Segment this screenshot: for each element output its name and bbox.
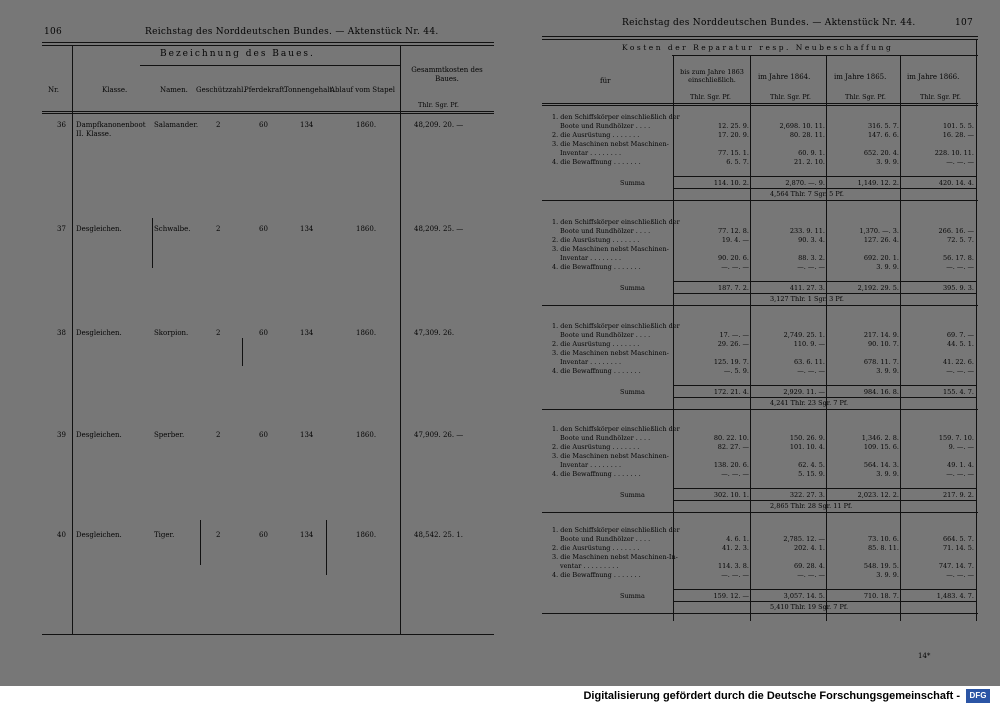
cell-value: 125. 19. 7. (713, 358, 749, 366)
summa-rule (673, 488, 976, 489)
cell-value: —. —. — (797, 263, 825, 271)
cell-value: 217. 14. 9. (863, 331, 899, 339)
cell-value: —. —. — (946, 367, 974, 375)
cell-value: 101. 10. 4. (789, 443, 825, 451)
summa-value: 114. 10. 2. (713, 179, 749, 187)
cell-value: 88. 3. 2. (798, 254, 825, 262)
left-running-head: Reichstag des Norddeutschen Bundes. — Aktenstück Nr. 44. (145, 27, 439, 37)
cell-value: 12. 25. 9. (717, 122, 749, 130)
block-rule (542, 613, 978, 614)
block-rule (542, 409, 978, 410)
cell-value: 44. 5. 1. (947, 340, 974, 348)
item-label: Boote und Rundhölzer . . . . (560, 227, 651, 235)
cell-value: 159. 7. 10. (938, 434, 974, 442)
right-group-header: Kosten der Reparatur resp. Neubeschaffung (622, 43, 894, 52)
summa-value: 2,929. 11. — (783, 388, 825, 396)
row-tons: 134 (300, 431, 314, 439)
col-1866: im Jahre 1866. (907, 73, 960, 81)
right-vline (900, 56, 901, 621)
cell-value: 150. 26. 9. (789, 434, 825, 442)
summa-value: 2,192. 29. 5. (857, 284, 899, 292)
cell-value: 3. 9. 9. (876, 263, 899, 271)
item-label: 2. die Ausrüstung . . . . . . . (552, 340, 640, 348)
cell-value: 664. 5. 7. (942, 535, 974, 543)
row-guns: 2 (216, 431, 221, 439)
col-ablauf: Ablauf vom Stapel (330, 86, 395, 94)
row-guns: 2 (216, 121, 221, 129)
row-cost: 47,309. 26. (414, 329, 455, 337)
right-vline (826, 56, 827, 621)
cell-value: 233. 9. 11. (789, 227, 825, 235)
cell-value: 266. 16. — (938, 227, 974, 235)
cell-value: —. —. — (721, 470, 749, 478)
cell-value: 71. 14. 5. (942, 544, 974, 552)
right-vline (750, 56, 751, 621)
cell-value: 6. 5. 7. (726, 158, 749, 166)
left-top-rule (42, 42, 494, 43)
cell-value: 69. 28. 4. (793, 562, 825, 570)
summa-label: Summa (620, 491, 645, 499)
footer-bar (0, 686, 1000, 707)
right-running-head: Reichstag des Norddeutschen Bundes. — Aktenstück Nr. 44. (622, 18, 916, 28)
cell-value: 548. 19. 5. (863, 562, 899, 570)
row-name: Sperber. (154, 431, 185, 439)
summa-value: 155. 4. 7. (942, 388, 974, 396)
item-label: Boote und Rundhölzer . . . . (560, 122, 651, 130)
row-nr: 38 (57, 329, 66, 337)
summa-label: Summa (620, 388, 645, 396)
left-vline-frag (242, 338, 243, 366)
cell-value: 101. 5. 5. (942, 122, 974, 130)
signature-mark: 14* (918, 652, 931, 660)
cell-value: —. —. — (721, 571, 749, 579)
cell-value: 85. 8. 11. (867, 544, 899, 552)
block-total: 5,410 Thlr. 19 Sgr. 7 Pf. (770, 603, 849, 611)
left-group-header: Bezeichnung des Baues. (160, 49, 315, 59)
row-guns: 2 (216, 329, 221, 337)
cell-value: 69. 7. — (946, 331, 974, 339)
cell-value: 2,785. 12. — (783, 535, 825, 543)
cell-value: 73. 10. 6. (867, 535, 899, 543)
block-total: 4,241 Thlr. 23 Sgr. 7 Pf. (770, 399, 849, 407)
cell-value: 110. 9. — (793, 340, 825, 348)
cell-value: 5. 15. 9. (798, 470, 825, 478)
right-header-rule-2 (542, 105, 978, 106)
col-tonnengehalt: Tonnengehalt. (284, 86, 335, 94)
cell-value: —. —. — (946, 470, 974, 478)
right-top-rule (542, 36, 978, 37)
cell-value: 692. 20. 1. (863, 254, 899, 262)
item-label: 4. die Bewaffnung . . . . . . . (552, 158, 641, 166)
dfg-logo: DFG (966, 689, 990, 703)
cell-value: 747. 14. 7. (938, 562, 974, 570)
cell-value: 2,749. 25. 1. (783, 331, 825, 339)
col-pferdekraft: Pferdekraft. (244, 86, 287, 94)
summa-value: 411. 27. 3. (789, 284, 825, 292)
row-cost: 48,542. 25. 1. (414, 531, 463, 539)
left-group-rule (140, 65, 400, 66)
row-hp: 60 (259, 329, 268, 337)
cell-value: —. —. — (946, 263, 974, 271)
cell-value: 316. 5. 7. (867, 122, 899, 130)
left-vline (400, 46, 401, 634)
item-label: 2. die Ausrüstung . . . . . . . (552, 443, 640, 451)
row-guns: 2 (216, 225, 221, 233)
cell-value: 9. —. — (948, 443, 974, 451)
item-label: Inventar . . . . . . . . (560, 254, 622, 262)
col-1863: bis zum Jahre 1863 einschließlich. (680, 68, 744, 84)
cell-value: 77. 15. 1. (717, 149, 749, 157)
row-klasse: Desgleichen. (76, 531, 122, 539)
cell-value: 19. 4. — (721, 236, 749, 244)
row-tons: 134 (300, 225, 314, 233)
row-launch: 1860. (356, 431, 377, 439)
left-bottom-rule (42, 634, 494, 635)
cell-value: 564. 14. 3. (863, 461, 899, 469)
cell-value: 16. 28. — (942, 131, 974, 139)
right-page-number: 107 (955, 18, 974, 28)
summa-label: Summa (620, 179, 645, 187)
cell-value: 17. —. — (719, 331, 749, 339)
row-launch: 1860. (356, 225, 377, 233)
item-label: 1. den Schiffskörper einschließlich der (552, 218, 680, 226)
left-header-rule-2 (42, 113, 494, 114)
cell-value: 3. 9. 9. (876, 470, 899, 478)
cell-value: 80. 22. 10. (713, 434, 749, 442)
item-label: Boote und Rundhölzer . . . . (560, 434, 651, 442)
summa-rule (673, 397, 976, 398)
row-klasse: Desgleichen. (76, 225, 122, 233)
row-name: Tiger. (154, 531, 175, 539)
row-nr: 40 (57, 531, 66, 539)
item-label: 3. die Maschinen nebst Maschinen- (552, 245, 669, 253)
row-klasse: Desgleichen. (76, 329, 122, 337)
cell-value: 4. 6. 1. (726, 535, 749, 543)
row-cost: 48,209. 25. — (414, 225, 464, 233)
item-label: Boote und Rundhölzer . . . . (560, 331, 651, 339)
cell-value: 678. 11. 7. (863, 358, 899, 366)
cell-value: 1,346. 2. 8. (861, 434, 899, 442)
row-cost: 47,909. 26. — (414, 431, 464, 439)
summa-value: 1,483. 4. 7. (936, 592, 974, 600)
cell-value: 90. 20. 6. (717, 254, 749, 262)
row-launch: 1860. (356, 329, 377, 337)
summa-value: 1,149. 12. 2. (857, 179, 899, 187)
cell-value: 29. 26. — (717, 340, 749, 348)
footer-text: Digitalisierung gefördert durch die Deutsche Forschungsgemeinschaft - (583, 690, 960, 702)
row-guns: 2 (216, 531, 221, 539)
cell-value: —. —. — (797, 571, 825, 579)
left-vline-frag (200, 520, 201, 565)
summa-value: 984. 16. 8. (863, 388, 899, 396)
summa-value: 420. 14. 4. (938, 179, 974, 187)
left-vline (72, 46, 73, 634)
block-rule (542, 200, 978, 201)
item-label: Boote und Rundhölzer . . . . (560, 535, 651, 543)
left-vline-frag (152, 218, 153, 268)
summa-value: 302. 10. 1. (713, 491, 749, 499)
cell-value: —. —. — (946, 158, 974, 166)
item-label: ventar . . . . . . . . . (560, 562, 619, 570)
cell-value: 41. 22. 6. (942, 358, 974, 366)
row-cost: 48,209. 20. — (414, 121, 464, 129)
right-vline (673, 56, 674, 621)
summa-value: 2,023. 12. 2. (857, 491, 899, 499)
left-top-rule-2 (42, 45, 494, 46)
summa-value: 322. 27. 3. (789, 491, 825, 499)
units-1864: Thlr. Sgr. Pf. (770, 93, 811, 101)
col-geschuetz: Geschützzahl. (196, 86, 246, 94)
cell-value: 3. 9. 9. (876, 158, 899, 166)
item-label: 4. die Bewaffnung . . . . . . . (552, 571, 641, 579)
cell-value: 228. 10. 11. (934, 149, 974, 157)
item-label: Inventar . . . . . . . . (560, 149, 622, 157)
row-tons: 134 (300, 329, 314, 337)
cell-value: 202. 4. 1. (793, 544, 825, 552)
right-group-rule (672, 55, 978, 56)
cell-value: 1,370. —. 3. (859, 227, 899, 235)
right-header-rule (542, 103, 978, 104)
right-top-rule-2 (542, 39, 978, 40)
summa-label: Summa (620, 284, 645, 292)
block-total: 2,865 Thlr. 28 Sgr. 11 Pf. (770, 502, 853, 510)
summa-rule (673, 176, 976, 177)
summa-rule (673, 188, 976, 189)
block-rule (542, 512, 978, 513)
block-rule (542, 305, 978, 306)
cell-value: —. 5. 9. (723, 367, 749, 375)
row-nr: 39 (57, 431, 66, 439)
block-total: 4,564 Thlr. 7 Sgr. 5 Pf. (770, 190, 844, 198)
cell-value: 49. 1. 4. (947, 461, 974, 469)
item-label: Inventar . . . . . . . . (560, 461, 622, 469)
units-1865: Thlr. Sgr. Pf. (845, 93, 886, 101)
item-label: 4. die Bewaffnung . . . . . . . (552, 470, 641, 478)
col-namen: Namen. (160, 86, 188, 94)
cell-value: 2,698. 10. 11. (779, 122, 825, 130)
summa-rule (673, 293, 976, 294)
col-klasse: Klasse. (102, 86, 128, 94)
item-label: 1. den Schiffskörper einschließlich der (552, 425, 680, 433)
cell-value: 56. 17. 8. (942, 254, 974, 262)
item-label: 2. die Ausrüstung . . . . . . . (552, 236, 640, 244)
cell-value: 72. 5. 7. (947, 236, 974, 244)
cell-value: 138. 20. 6. (713, 461, 749, 469)
cell-value: 21. 2. 10. (793, 158, 825, 166)
units-1863: Thlr. Sgr. Pf. (690, 93, 731, 101)
cell-value: 90. 10. 7. (867, 340, 899, 348)
item-label: 2. die Ausrüstung . . . . . . . (552, 131, 640, 139)
cell-value: 60. 9. 1. (798, 149, 825, 157)
cell-value: 62. 4. 5. (798, 461, 825, 469)
row-launch: 1860. (356, 531, 377, 539)
block-total: 3,127 Thlr. 1 Sgr. 3 Pf. (770, 295, 844, 303)
cell-value: 3. 9. 9. (876, 367, 899, 375)
cell-value: 114. 3. 8. (717, 562, 749, 570)
right-vline (976, 40, 977, 621)
cell-value: 147. 6. 6. (867, 131, 899, 139)
row-nr: 36 (57, 121, 66, 129)
row-hp: 60 (259, 225, 268, 233)
summa-value: 3,057. 14. 5. (783, 592, 825, 600)
summa-value: 395. 9. 3. (942, 284, 974, 292)
item-label: 4. die Bewaffnung . . . . . . . (552, 263, 641, 271)
summa-value: 159. 12. — (713, 592, 749, 600)
row-nr: 37 (57, 225, 66, 233)
row-klasse: Dampfkanonenboot II. Klasse. (76, 121, 146, 138)
summa-value: 710. 18. 7. (863, 592, 899, 600)
summa-value: 217. 9. 2. (942, 491, 974, 499)
row-hp: 60 (259, 431, 268, 439)
item-label: 4. die Bewaffnung . . . . . . . (552, 367, 641, 375)
cell-value: 41. 2. 3. (722, 544, 749, 552)
row-name: Schwalbe. (154, 225, 191, 233)
left-vline-frag (326, 520, 327, 575)
col-fuer: für (600, 77, 611, 85)
summa-rule (673, 385, 976, 386)
cell-value: 3. 9. 9. (876, 571, 899, 579)
col-nr: Nr. (48, 86, 59, 94)
item-label: 3. die Maschinen nebst Maschinen- (552, 452, 669, 460)
cell-value: 82. 27. — (717, 443, 749, 451)
cell-value: —. —. — (946, 571, 974, 579)
cell-value: 80. 28. 11. (789, 131, 825, 139)
row-hp: 60 (259, 121, 268, 129)
cell-value: 90. 3. 4. (798, 236, 825, 244)
left-page-number: 106 (44, 27, 63, 37)
cell-value: 127. 26. 4. (863, 236, 899, 244)
cell-value: 77. 12. 8. (717, 227, 749, 235)
row-launch: 1860. (356, 121, 377, 129)
col-kosten: Gesammtkosten des Baues. (411, 66, 483, 83)
item-label: 1. den Schiffskörper einschließlich der (552, 322, 680, 330)
row-tons: 134 (300, 121, 314, 129)
cell-value: 63. 6. 11. (793, 358, 825, 366)
summa-rule (673, 500, 976, 501)
row-hp: 60 (259, 531, 268, 539)
summa-value: 187. 7. 2. (717, 284, 749, 292)
row-klasse: Desgleichen. (76, 431, 122, 439)
col-1865: im Jahre 1865. (834, 73, 887, 81)
item-label: 3. die Maschinen nebst Maschinen- (552, 349, 669, 357)
summa-value: 2,870. —. 9. (785, 179, 825, 187)
cell-value: 17. 20. 9. (717, 131, 749, 139)
summa-value: 172. 21. 4. (713, 388, 749, 396)
col-kosten-units: Thlr. Sgr. Pf. (418, 101, 459, 109)
units-1866: Thlr. Sgr. Pf. (920, 93, 961, 101)
summa-rule (673, 589, 976, 590)
row-name: Salamander. (154, 121, 199, 129)
summa-rule (673, 281, 976, 282)
summa-rule (673, 601, 976, 602)
item-label: 3. die Maschinen nebst Maschinen-In- (552, 553, 678, 561)
cell-value: 109. 15. 6. (863, 443, 899, 451)
item-label: 1. den Schiffskörper einschließlich der (552, 113, 680, 121)
summa-label: Summa (620, 592, 645, 600)
cell-value: 652. 20. 4. (863, 149, 899, 157)
cell-value: —. —. — (721, 263, 749, 271)
left-header-rule (42, 111, 494, 112)
row-tons: 134 (300, 531, 314, 539)
item-label: 1. den Schiffskörper einschließlich der (552, 526, 680, 534)
col-1864: im Jahre 1864. (758, 73, 811, 81)
row-name: Skorpion. (154, 329, 189, 337)
item-label: 2. die Ausrüstung . . . . . . . (552, 544, 640, 552)
item-label: Inventar . . . . . . . . (560, 358, 622, 366)
item-label: 3. die Maschinen nebst Maschinen- (552, 140, 669, 148)
cell-value: —. —. — (797, 367, 825, 375)
